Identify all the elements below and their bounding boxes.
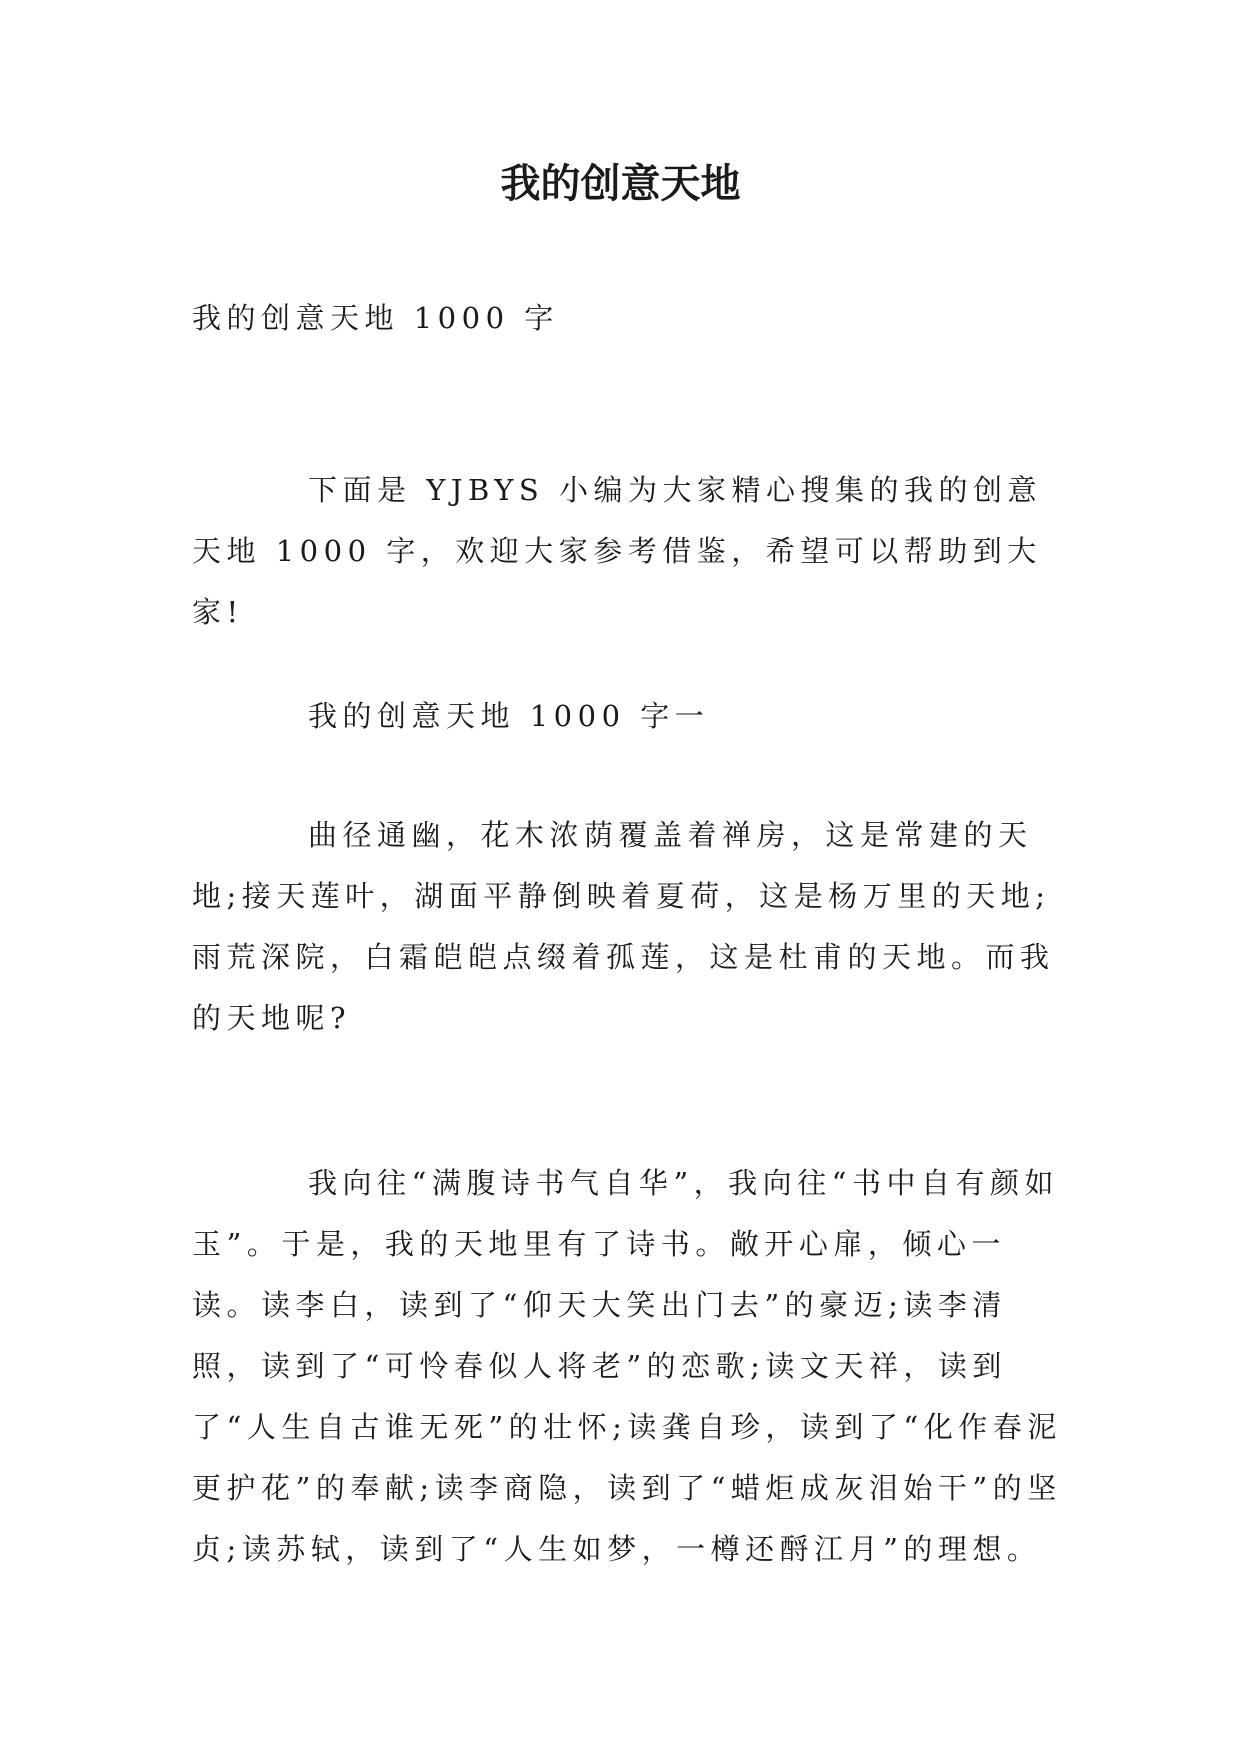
- document-subtitle: 我的创意天地 1000 字: [192, 301, 559, 335]
- document-title: 我的创意天地: [500, 161, 741, 207]
- section-heading: 我的创意天地 1000 字一: [308, 699, 710, 733]
- intro-paragraph: 下面是 YJBYS 小编为大家精心搜集的我的创意天地 1000 字，欢迎大家参考借鉴，希望可以帮助到大家!: [192, 473, 1043, 629]
- body-paragraph-2: 我向往“满腹诗书气自华”，我向往“书中自有颜如玉”。于是，我的天地里有了诗书。敞开心扉，倾心一读。读李白，读到了“仰天大笑出门去”的豪迈;读李清照，读到了“可怜春似人将老”的恋歌;读文天祥，读到了“人生自古谁无死”的壮怀;读龚自珍，读到了“化作春泥更护花”的奉献;读李商隐，读到了“蜡炬成灰泪始干”的坚贞;读苏轼，读到了“人生如梦，一樽还酹江月”的理想。: [192, 1166, 1062, 1566]
- body-paragraph-1: 曲径通幽，花木浓荫覆盖着禅房，这是常建的天地;接天莲叶，湖面平静倒映着夏荷，这是杨万里的天地;雨荒深院，白霜皑皑点缀着孤莲，这是杜甫的天地。而我的天地呢?: [192, 818, 1055, 1035]
